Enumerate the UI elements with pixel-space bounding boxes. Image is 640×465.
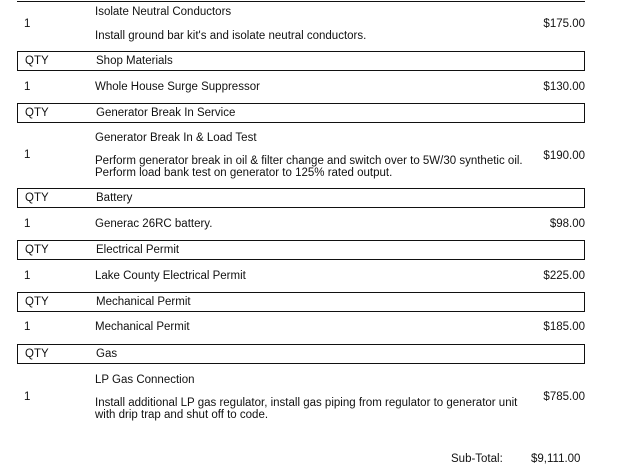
item-price: $130.00 bbox=[543, 81, 585, 93]
item-description: Perform load bank test on generator to 125% rated output. bbox=[95, 167, 393, 179]
item-title: Whole House Surge Suppressor bbox=[95, 81, 260, 93]
section-header-battery bbox=[17, 188, 585, 208]
section-title: Shop Materials bbox=[96, 55, 173, 67]
item-title: Isolate Neutral Conductors bbox=[95, 6, 232, 18]
item-description: Perform generator break in oil & filter change and switch over to 5W/30 synthetic oil. bbox=[95, 155, 523, 167]
qty-header: QTY bbox=[25, 348, 49, 360]
qty-header: QTY bbox=[25, 244, 49, 256]
section-header-shop-materials bbox=[17, 51, 585, 71]
item-title: Mechanical Permit bbox=[95, 321, 190, 333]
section-title: Mechanical Permit bbox=[96, 296, 191, 308]
item-title: Generac 26RC battery. bbox=[95, 218, 213, 230]
item-description: Install ground bar kit's and isolate neutral conductors. bbox=[95, 30, 367, 42]
subtotal-value: $9,111.00 bbox=[531, 453, 581, 465]
item-qty: 1 bbox=[24, 18, 31, 30]
section-header-gas bbox=[17, 344, 585, 364]
section-title: Battery bbox=[96, 192, 133, 204]
section-title: Electrical Permit bbox=[96, 244, 180, 256]
top-rule bbox=[17, 0, 585, 2]
qty-header: QTY bbox=[25, 107, 49, 119]
item-price: $190.00 bbox=[543, 150, 585, 162]
item-title: Lake County Electrical Permit bbox=[95, 270, 246, 282]
item-description: with drip trap and shut off to code. bbox=[95, 409, 269, 421]
item-qty: 1 bbox=[24, 321, 31, 333]
item-price: $98.00 bbox=[549, 218, 585, 230]
item-price: $175.00 bbox=[543, 18, 585, 30]
qty-header: QTY bbox=[25, 55, 49, 67]
section-header-electrical-permit bbox=[17, 240, 585, 260]
item-price: $785.00 bbox=[543, 391, 585, 403]
subtotal-label: Sub-Total: bbox=[451, 453, 503, 465]
item-title: LP Gas Connection bbox=[95, 374, 195, 386]
item-qty: 1 bbox=[24, 270, 31, 282]
item-price: $225.00 bbox=[543, 270, 585, 282]
item-title: Generator Break In & Load Test bbox=[95, 132, 257, 144]
section-title: Generator Break In Service bbox=[96, 107, 236, 119]
section-header-generator-break-in bbox=[17, 103, 585, 123]
section-header-mechanical-permit bbox=[17, 292, 585, 312]
section-title: Gas bbox=[96, 348, 118, 360]
qty-header: QTY bbox=[25, 296, 49, 308]
item-qty: 1 bbox=[24, 81, 31, 93]
qty-header: QTY bbox=[25, 192, 49, 204]
item-price: $185.00 bbox=[543, 321, 585, 333]
item-qty: 1 bbox=[24, 149, 31, 161]
item-qty: 1 bbox=[24, 391, 31, 403]
item-description: Install additional LP gas regulator, install gas piping from regulator to generator unit bbox=[95, 397, 518, 409]
item-qty: 1 bbox=[24, 218, 31, 230]
